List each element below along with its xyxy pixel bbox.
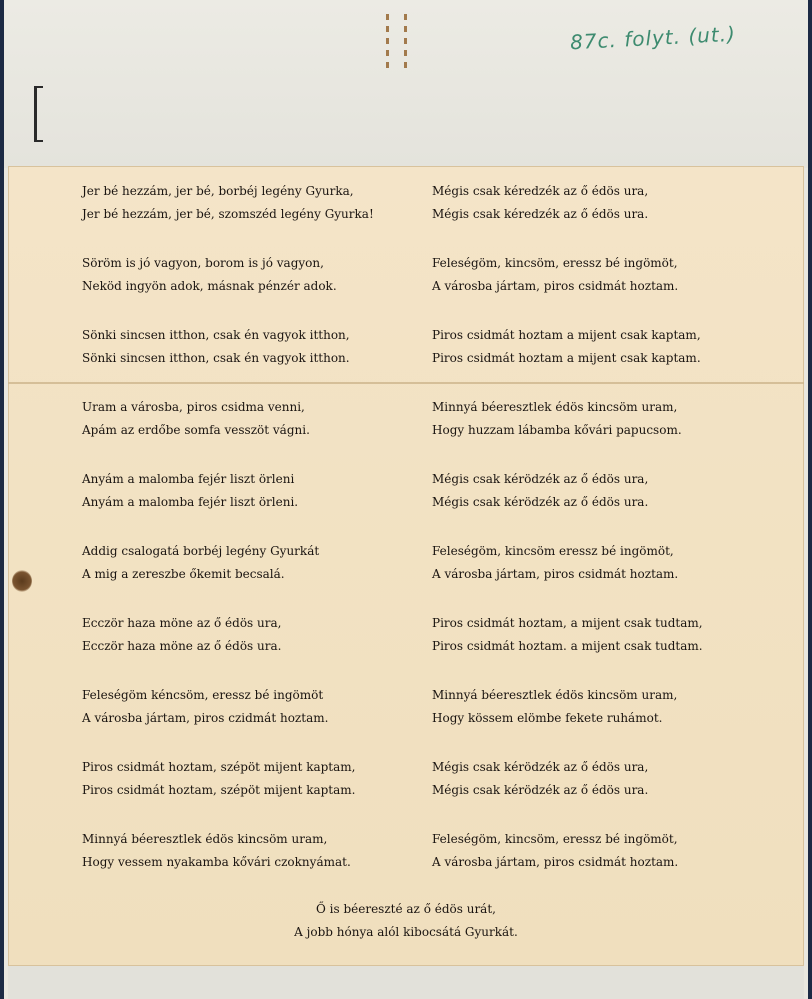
verse-line: Mégis csak kérödzék az ő édös ura, [432, 760, 649, 774]
stanza [432, 324, 772, 396]
stanza [432, 612, 772, 684]
stanza [82, 540, 412, 612]
verse-line: Hogy vessem nyakamba kővári czoknyámat. [82, 855, 351, 869]
verse-line: Mégis csak kéredzék az ő édös ura, [432, 184, 649, 198]
stanza [432, 756, 772, 828]
handwritten-annotation: 87c. folyt. (ut.) [569, 21, 737, 55]
binder-clip-icon [34, 86, 43, 142]
verse-line: A jobb hónya alól kibocsátá Gyurkát. [294, 925, 518, 939]
verse-line: Ő is béereszté az ő édös urát, [316, 902, 496, 916]
verse-line: A városba jártam, piros csidmát hoztam. [432, 567, 679, 581]
right-verse-column [432, 180, 772, 900]
stanza [432, 684, 772, 756]
stanza [432, 180, 772, 252]
verse-line: Mégis csak kéredzék az ő édös ura. [432, 207, 649, 221]
verse-line: A városba jártam, piros csidmát hoztam. [432, 855, 679, 869]
verse-line: Ecczör haza möne az ő édös ura. [82, 639, 282, 653]
left-verse-column [82, 180, 412, 900]
stanza [82, 324, 412, 396]
stanza [82, 612, 412, 684]
verse-line: Anyám a malomba fejér liszt örleni. [82, 495, 299, 509]
verse-line: Addig csalogatá borbéj legény Gyurkát [82, 544, 320, 558]
verse-line: Feleségöm, kincsöm eressz bé ingömöt, [432, 544, 674, 558]
stanza [82, 252, 412, 324]
verse-line: Minnyá béeresztlek édös kincsöm uram, [432, 688, 678, 702]
ink-stain [12, 570, 32, 592]
closing-stanza [0, 898, 812, 944]
verse-line: Feleségöm, kincsöm, eressz bé ingömöt, [432, 832, 678, 846]
verse-line: Piros csidmát hoztam, szépöt mijent kaptam, [82, 760, 356, 774]
stanza [82, 468, 412, 540]
verse-line: Piros csidmát hoztam a mijent csak kaptam. [432, 351, 701, 365]
verse-line: Piros csidmát hoztam, szépöt mijent kaptam. [82, 783, 356, 797]
verse-line: Minnyá béeresztlek édös kincsöm uram, [82, 832, 328, 846]
stanza [82, 828, 412, 900]
verse-line: Mégis csak kérödzék az ő édös ura. [432, 783, 649, 797]
stanza [432, 396, 772, 468]
verse-line: Minnyá béeresztlek édös kincsöm uram, [432, 400, 678, 414]
verse-line: Anyám a malomba fejér liszt örleni [82, 472, 295, 486]
verse-line: A városba jártam, piros csidmát hoztam. [432, 279, 679, 293]
verse-line: Hogy kössem elömbe fekete ruhámot. [432, 711, 663, 725]
verse-line: Jer bé hezzám, jer bé, borbéj legény Gyurka, [82, 184, 354, 198]
verse-line: Piros csidmát hoztam a mijent csak kaptam, [432, 328, 701, 342]
verse-line: Apám az erdőbe somfa vesszöt vágni. [82, 423, 310, 437]
staple-holes-icon [386, 14, 389, 72]
verse-line: Sönki sincsen itthon, csak én vagyok itthon, [82, 328, 350, 342]
verse-line: Mégis csak kérödzék az ő édös ura. [432, 495, 649, 509]
verse-line: Mégis csak kérödzék az ő édös ura, [432, 472, 649, 486]
verse-line: A mig a zereszbe őkemit becsalá. [82, 567, 285, 581]
stanza [432, 252, 772, 324]
verse-line: Piros csidmát hoztam, a mijent csak tudtam, [432, 616, 703, 630]
stanza [432, 540, 772, 612]
verse-line: Feleségöm kéncsöm, eressz bé ingömöt [82, 688, 324, 702]
verse-line: Neköd ingyön adok, másnak pénzér adok. [82, 279, 337, 293]
verse-line: Sönki sincsen itthon, csak én vagyok itthon. [82, 351, 350, 365]
verse-line: Ecczör haza möne az ő édös ura, [82, 616, 282, 630]
verse-line: Söröm is jó vagyon, borom is jó vagyon, [82, 256, 324, 270]
stanza [82, 756, 412, 828]
stanza [432, 468, 772, 540]
stanza [82, 396, 412, 468]
stanza [82, 180, 412, 252]
verse-line: A városba jártam, piros czidmát hoztam. [82, 711, 329, 725]
verse-line: Feleségöm, kincsöm, eressz bé ingömöt, [432, 256, 678, 270]
verse-line: Uram a városba, piros csidma venni, [82, 400, 305, 414]
stanza [432, 828, 772, 900]
staple-holes-icon [404, 14, 407, 72]
verse-line: Piros csidmát hoztam. a mijent csak tudtam. [432, 639, 703, 653]
verse-line: Hogy huzzam lábamba kővári papucsom. [432, 423, 682, 437]
bottom-margin-strip [8, 966, 804, 999]
verse-line: Jer bé hezzám, jer bé, szomszéd legény Gyurka! [82, 207, 374, 221]
stanza [82, 684, 412, 756]
